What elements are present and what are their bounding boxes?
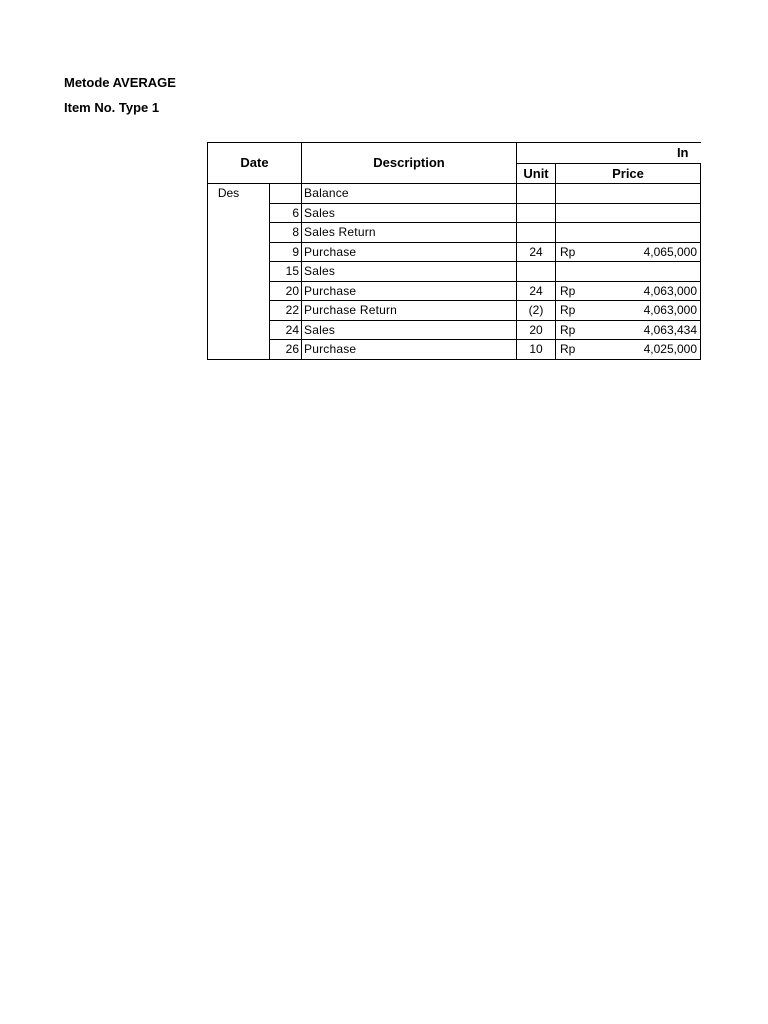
table-row bbox=[208, 262, 701, 282]
table-row bbox=[208, 242, 701, 262]
in-group-header: In bbox=[517, 143, 701, 164]
price-cell bbox=[556, 223, 701, 243]
description-cell: Sales bbox=[302, 203, 517, 223]
price-amount: 4,063,434 bbox=[643, 322, 697, 337]
table-row bbox=[208, 301, 701, 321]
currency-label: Rp bbox=[560, 303, 576, 318]
currency-label: Rp bbox=[560, 244, 576, 259]
price-cell bbox=[556, 203, 701, 223]
unit-cell bbox=[517, 262, 556, 282]
unit-cell: 24 bbox=[517, 242, 556, 262]
description-cell: Purchase bbox=[302, 340, 517, 360]
price-amount: 4,063,000 bbox=[643, 303, 697, 318]
table-row bbox=[208, 184, 701, 204]
description-header: Description bbox=[302, 143, 517, 184]
date-header: Date bbox=[208, 143, 302, 184]
item-title: Item No. Type 1 bbox=[64, 100, 160, 115]
currency-label: Rp bbox=[560, 322, 576, 337]
table-row bbox=[208, 340, 701, 360]
price-cell bbox=[556, 184, 701, 204]
price-cell bbox=[556, 301, 701, 321]
day-cell: 26 bbox=[270, 340, 302, 360]
table-row bbox=[208, 203, 701, 223]
day-cell: 15 bbox=[270, 262, 302, 282]
table-row bbox=[208, 320, 701, 340]
currency-label: Rp bbox=[560, 283, 576, 298]
description-cell: Purchase bbox=[302, 242, 517, 262]
ledger-table bbox=[207, 142, 701, 360]
day-cell bbox=[270, 184, 302, 204]
unit-cell bbox=[517, 184, 556, 204]
day-cell: 22 bbox=[270, 301, 302, 321]
day-cell: 9 bbox=[270, 242, 302, 262]
table-row bbox=[208, 281, 701, 301]
unit-header: Unit bbox=[517, 164, 556, 184]
price-cell bbox=[556, 340, 701, 360]
unit-cell bbox=[517, 223, 556, 243]
month-cell: Des bbox=[208, 184, 270, 360]
price-cell bbox=[556, 242, 701, 262]
unit-cell: 24 bbox=[517, 281, 556, 301]
price-header: Price bbox=[556, 164, 701, 184]
description-cell: Sales bbox=[302, 320, 517, 340]
day-cell: 20 bbox=[270, 281, 302, 301]
day-cell: 6 bbox=[270, 203, 302, 223]
ledger-body bbox=[208, 184, 701, 360]
description-cell: Purchase bbox=[302, 281, 517, 301]
unit-cell: 10 bbox=[517, 340, 556, 360]
price-cell bbox=[556, 320, 701, 340]
description-cell: Purchase Return bbox=[302, 301, 517, 321]
price-amount: 4,063,000 bbox=[643, 283, 697, 298]
unit-cell bbox=[517, 203, 556, 223]
currency-label: Rp bbox=[560, 342, 576, 357]
price-cell bbox=[556, 262, 701, 282]
day-cell: 8 bbox=[270, 223, 302, 243]
table-row bbox=[208, 223, 701, 243]
price-amount: 4,025,000 bbox=[643, 342, 697, 357]
method-title: Metode AVERAGE bbox=[64, 75, 176, 90]
price-amount: 4,065,000 bbox=[643, 244, 697, 259]
unit-cell: 20 bbox=[517, 320, 556, 340]
unit-cell: (2) bbox=[517, 301, 556, 321]
description-cell: Sales Return bbox=[302, 223, 517, 243]
description-cell: Sales bbox=[302, 262, 517, 282]
price-cell bbox=[556, 281, 701, 301]
description-cell: Balance bbox=[302, 184, 517, 204]
day-cell: 24 bbox=[270, 320, 302, 340]
